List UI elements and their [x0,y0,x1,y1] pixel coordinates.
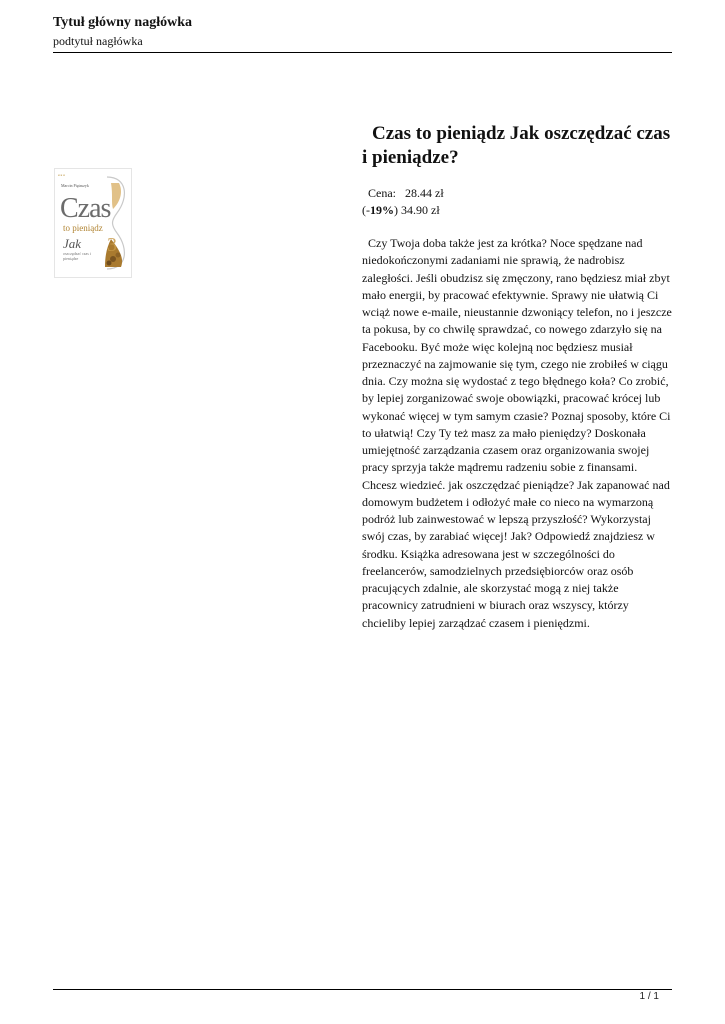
page-number: 1 / 1 [639,991,659,1002]
price-label: Cena: [368,186,396,200]
discount-line [362,202,674,219]
discount-close: ) [394,203,398,217]
price-block [362,185,674,219]
cover-title-small: to pieniądz [63,223,103,233]
header-subtitle: podtytuł nagłówka [53,34,143,48]
cover-subtitle-rest: oszczędzać czas i pieniądze [63,251,91,261]
price-value: 28.44 zł [405,186,444,200]
current-price-line [362,185,674,202]
discount-open: (- [362,203,370,217]
cover-subtitle-jak: Jak [63,236,82,251]
discount-percent: 19% [370,203,394,217]
header-divider [53,52,672,53]
cover-publisher-logo: ᴎᴎᴎ [58,173,66,177]
cover-author: Marcin Piętaszyk [61,183,89,188]
book-description: Czy Twoja doba także jest za krótka? Noce spędzane nad niedokończonymi zadaniami nie sprawią, że nadrobisz zaległości. Jeśli obudzisz się zmęczony, rano będziesz miał zbyt mało energii, by pracować efektywnie. Sprawy nie ułatwią Ci wciąż nowe e-maile, nieustannie dzwoniący telefon, no i jeszcze ta pokusa, by co chwilę sprawdzać, co nowego zdarzyło się na Facebooku. Być może więc kolejną noc będziesz musiał przeznaczyć na zajmowanie się tym, czego nie zrobiłeś w ciągu dnia. Czy można się wydostać z tego błędnego koła? Co zrobić, by lepiej zorganizować swoje obowiązki, pracować krócej lub wykonać więcej w tym samym czasie? Poznaj sposoby, które Ci to ułatwią! Czy Ty też masz za mało pieniędzy? Doskonała umiejętność zarządzania czasem oraz organizowania swojej pracy sprzyja także mądremu radzeniu sobie z finansami. Chcesz wiedzieć. jak oszczędzać pieniądze? Jak zapanować nad domowym budżetem i odłożyć małe co nieco na wymarzoną podróż lub zainwestować w lepszą przyszłość? Wykorzystaj swój czas, by zarabiać więcej! Jak? Odpowiedź znajdziesz w środku. Książka adresowana jest w szczególności do freelancerów, samodzielnych przedsiębiorców oraz osób pracujących zdalnie, ale skorzystać mogą z niej także pracownicy zatrudnieni w biurach oraz wszyscy, którzy chcieliby lepiej zarządzać czasem i pieniędzmi. [362,236,672,630]
page-header [53,14,672,49]
book-cover-image [54,168,132,278]
footer-divider [53,989,672,990]
cover-title-big: Czas [60,193,111,224]
old-price: 34.90 zł [401,203,440,217]
book-title: Czas to pieniądz Jak oszczędzać czas i pieniądze? [362,123,671,168]
svg-text:3: 3 [107,234,117,256]
book-details [362,122,674,644]
header-title: Tytuł główny nagłówka [53,15,192,30]
